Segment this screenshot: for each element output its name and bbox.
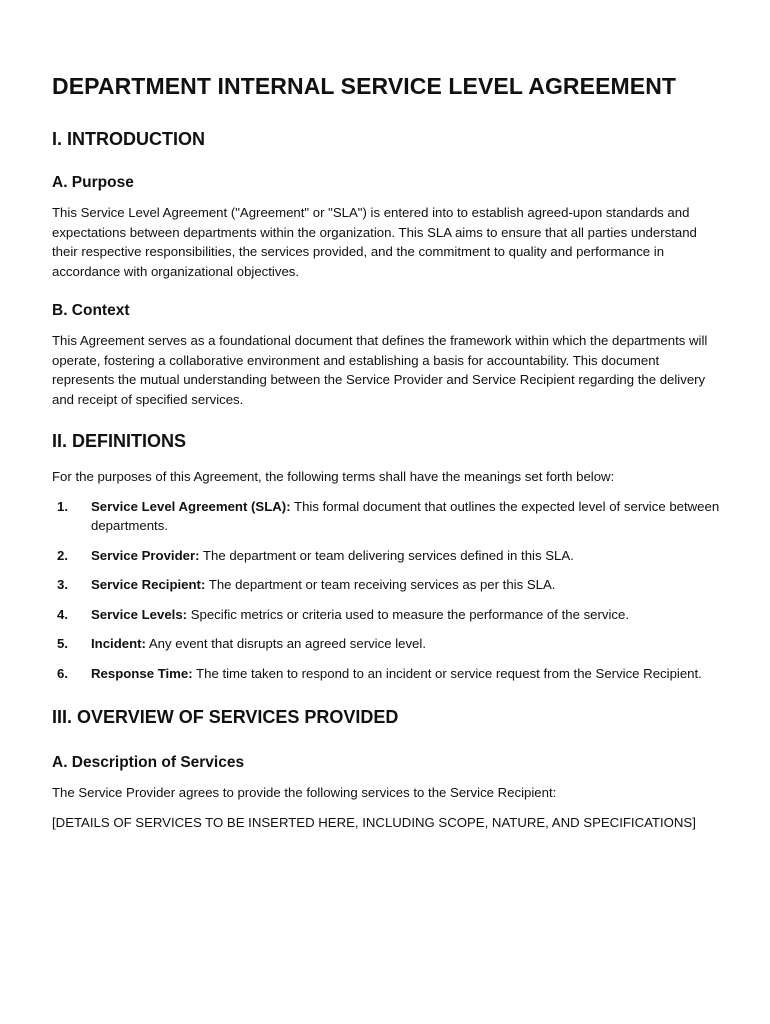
definition-term: Response Time: [91,665,193,681]
services-placeholder: [DETAILS OF SERVICES TO BE INSERTED HERE, INCLUDING SCOPE, NATURE, AND SPECIFICATIONS] [52,814,696,830]
list-item [52,634,720,654]
definition-term: Incident: [91,636,146,651]
list-item-body [91,546,720,566]
definitions-list [52,497,720,684]
list-item-body [91,497,720,536]
list-item [52,575,720,595]
definition-text: Specific metrics or criteria used to measure the performance of the service. [187,606,630,622]
definition-term: Service Provider: [91,547,200,563]
list-number: 2. [57,547,68,563]
list-item-body [91,664,720,684]
section-heading-introduction: I. INTRODUCTION [52,129,205,149]
definition-term: Service Recipient: [91,577,206,592]
list-item [52,497,720,536]
list-item-body [91,605,720,625]
subheading-purpose: A. Purpose [52,174,134,191]
document-title: DEPARTMENT INTERNAL SERVICE LEVEL AGREEMENT [52,73,677,99]
definition-text: This formal document that outlines the expected level of service between departments. [91,498,720,533]
subheading-context: B. Context [52,302,130,319]
subheading-description-of-services: A. Description of Services [52,754,245,771]
definition-text: The department or team receiving services as per this SLA. [205,577,556,592]
definition-text: The department or team delivering services defined in this SLA. [199,547,574,563]
purpose-paragraph: This Service Level Agreement ("Agreement" or "SLA") is entered into to establish agreed-upon standards and expectations between departments within the organization. This SLA aims to ensure that all parties understand their respective responsibilities, the services provided, and the commitment to quality and performance in accordance with organizational objectives. [52,205,697,279]
list-item [52,664,720,684]
list-number: 1. [57,498,68,514]
list-number: 6. [57,665,68,681]
list-item [52,546,720,566]
list-number: 5. [57,636,68,651]
definition-term: Service Levels: [91,606,188,622]
services-intro: The Service Provider agrees to provide the following services to the Service Recipient: [52,785,557,800]
context-paragraph: This Agreement serves as a foundational document that defines the framework within which the departments will operate, fostering a collaborative environment and establishing a basis for accountability. This document represents the mutual understanding between the Service Provider and Service Recipient regarding the delivery and receipt of specified services. [52,333,708,407]
definition-term: Service Level Agreement (SLA): [91,498,291,514]
list-number: 4. [57,606,68,622]
list-item-body [91,634,720,654]
list-number: 3. [57,577,68,592]
definition-text: The time taken to respond to an incident or service request from the Service Recipient. [192,665,702,681]
definition-text: Any event that disrupts an agreed service level. [145,636,426,651]
list-item [52,605,720,625]
section-heading-services: III. OVERVIEW OF SERVICES PROVIDED [52,707,399,727]
list-item-body [91,575,720,595]
section-heading-definitions: II. DEFINITIONS [52,431,187,451]
definitions-intro: For the purposes of this Agreement, the following terms shall have the meanings set forth below: [52,469,615,484]
